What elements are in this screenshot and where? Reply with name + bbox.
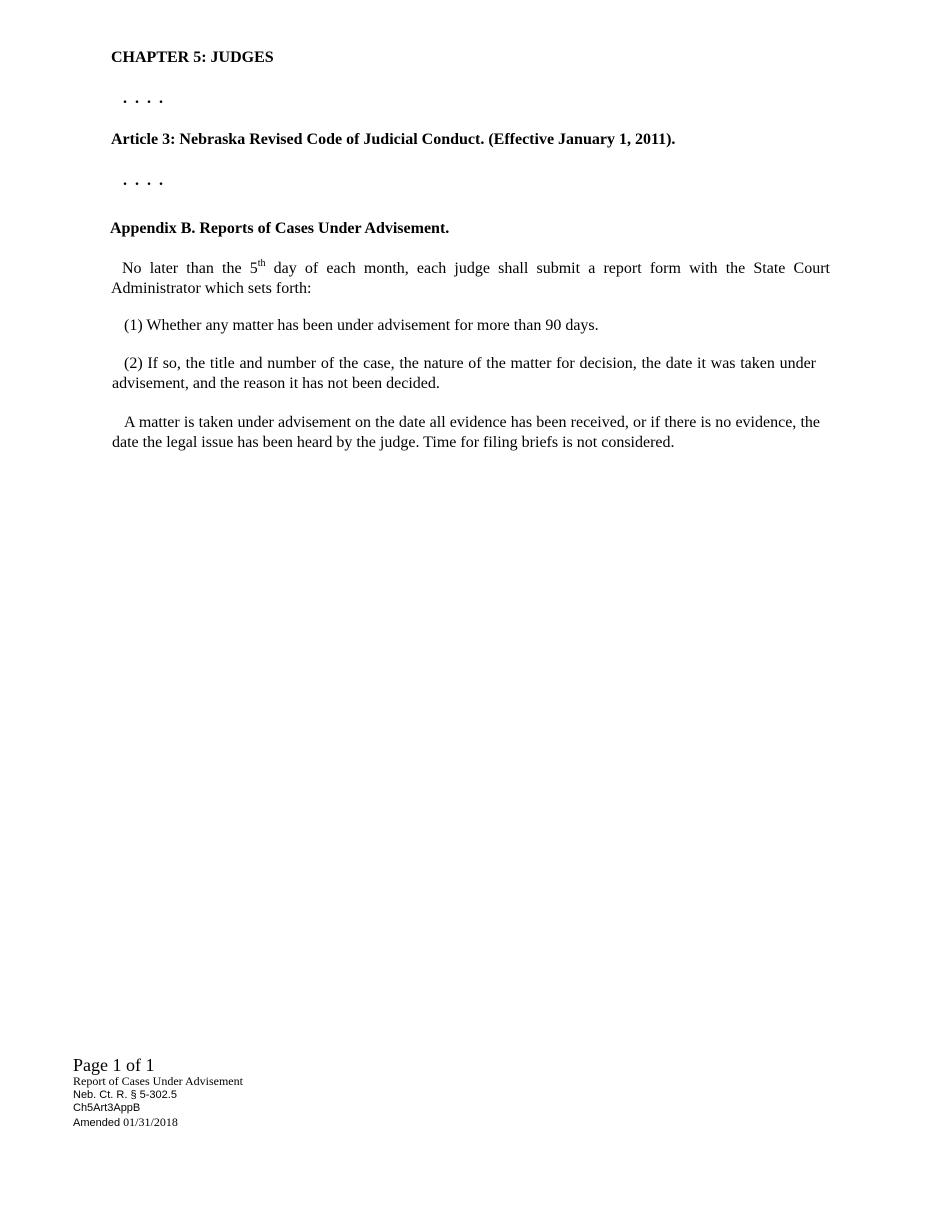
footer-citation: Neb. Ct. R. § 5-302.5: [73, 1088, 177, 1101]
footer-title: Report of Cases Under Advisement: [73, 1074, 243, 1088]
advisement-definition-paragraph: A matter is taken under advisement on the date all evidence has been received, or if there is no evidence, the date the legal issue has been heard by the judge. Time for filing briefs is not considered.: [112, 414, 820, 451]
footer-code: Ch5Art3AppB: [73, 1102, 141, 1114]
footer-amended-date: 01/31/2018: [123, 1114, 178, 1129]
footer-amended-label: Amended: [73, 1116, 121, 1129]
appendix-heading: Appendix B. Reports of Cases Under Advisement.: [110, 220, 450, 237]
intro-text-before: No later than the 5: [122, 260, 258, 277]
intro-paragraph: [111, 259, 830, 299]
omission-ellipsis: . . . .: [123, 90, 165, 107]
footer-amended: [73, 1116, 373, 1131]
intro-text-after: day of each month, each judge shall submit a report form with the State Court Administrator which sets forth:: [111, 260, 830, 297]
page-footer: [73, 1055, 373, 1130]
chapter-heading: CHAPTER 5: JUDGES: [111, 49, 274, 66]
list-item-2: (2) If so, the title and number of the case, the nature of the matter for decision, the date it was taken under advisement, and the reason it has not been decided.: [112, 355, 816, 392]
article-heading: Article 3: Nebraska Revised Code of Judicial Conduct. (Effective January 1, 2011).: [111, 131, 676, 148]
omission-ellipsis: . . . .: [123, 172, 165, 189]
ordinal-superscript: th: [257, 258, 266, 269]
page-number: Page 1 of 1: [73, 1055, 155, 1075]
list-item-1: (1) Whether any matter has been under advisement for more than 90 days.: [124, 317, 599, 334]
